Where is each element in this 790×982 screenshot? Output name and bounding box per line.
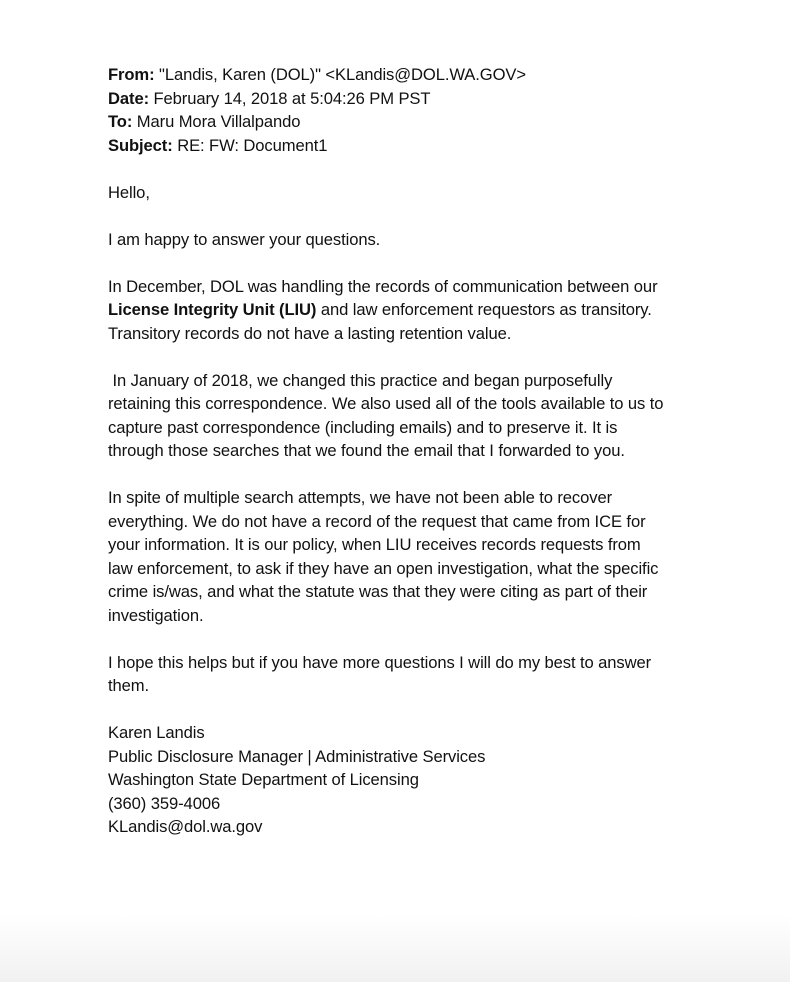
- bold-unit-name: License Integrity Unit (LIU): [108, 300, 317, 319]
- greeting: Hello,: [108, 182, 150, 202]
- paragraph-january: In January of 2018, we changed this practice and began purposefully retaining this correspondence. We also used all of the tools available to us to capture past correspondence (including emails) and to preserve it. It is through those searches that we found the email that I forwarded to you.: [108, 370, 668, 460]
- signature-phone: (360) 359-4006: [108, 793, 221, 813]
- header-label: Subject:: [108, 135, 173, 155]
- paragraph-december: [108, 275, 668, 346]
- header-from: [108, 63, 668, 87]
- signature-title: Public Disclosure Manager | Administrative Services: [108, 746, 486, 766]
- signature-email: KLandis@dol.wa.gov: [108, 817, 263, 836]
- email-headers: [108, 63, 668, 157]
- header-label: Date:: [108, 88, 149, 108]
- intro-paragraph: I am happy to answer your questions.: [108, 229, 381, 249]
- text: and law enforcement requestors as transitory. Transitory records do not have a lasting retention value.: [108, 300, 652, 343]
- header-subject: [108, 134, 668, 158]
- header-value: February 14, 2018 at 5:04:26 PM PST: [153, 88, 431, 108]
- closing-paragraph: I hope this helps but if you have more questions I will do my best to answer them.: [108, 652, 652, 695]
- signature-block: [108, 721, 668, 839]
- header-value: Maru Mora Villalpando: [136, 112, 301, 131]
- header-label: From:: [108, 65, 155, 84]
- text: In December, DOL was handling the records of communication between our: [108, 276, 658, 296]
- email-document: [108, 63, 668, 839]
- paragraph-search: In spite of multiple search attempts, we have not been able to recover everything. We do not have a record of the request that came from ICE for your information. It is our policy, when LIU receives records requests from law enforcement, to ask if they have an open investigation, what the specific crime is/was, and what the statute was that they were citing as part of their investigation.: [108, 488, 659, 625]
- header-label: To:: [108, 112, 133, 131]
- header-value: RE: FW: Document1: [177, 135, 328, 155]
- header-value: "Landis, Karen (DOL)" <KLandis@DOL.WA.GOV>: [159, 65, 526, 84]
- header-to: [108, 110, 668, 134]
- signature-name: Karen Landis: [108, 723, 205, 742]
- header-date: [108, 87, 668, 111]
- signature-org: Washington State Department of Licensing: [108, 770, 419, 789]
